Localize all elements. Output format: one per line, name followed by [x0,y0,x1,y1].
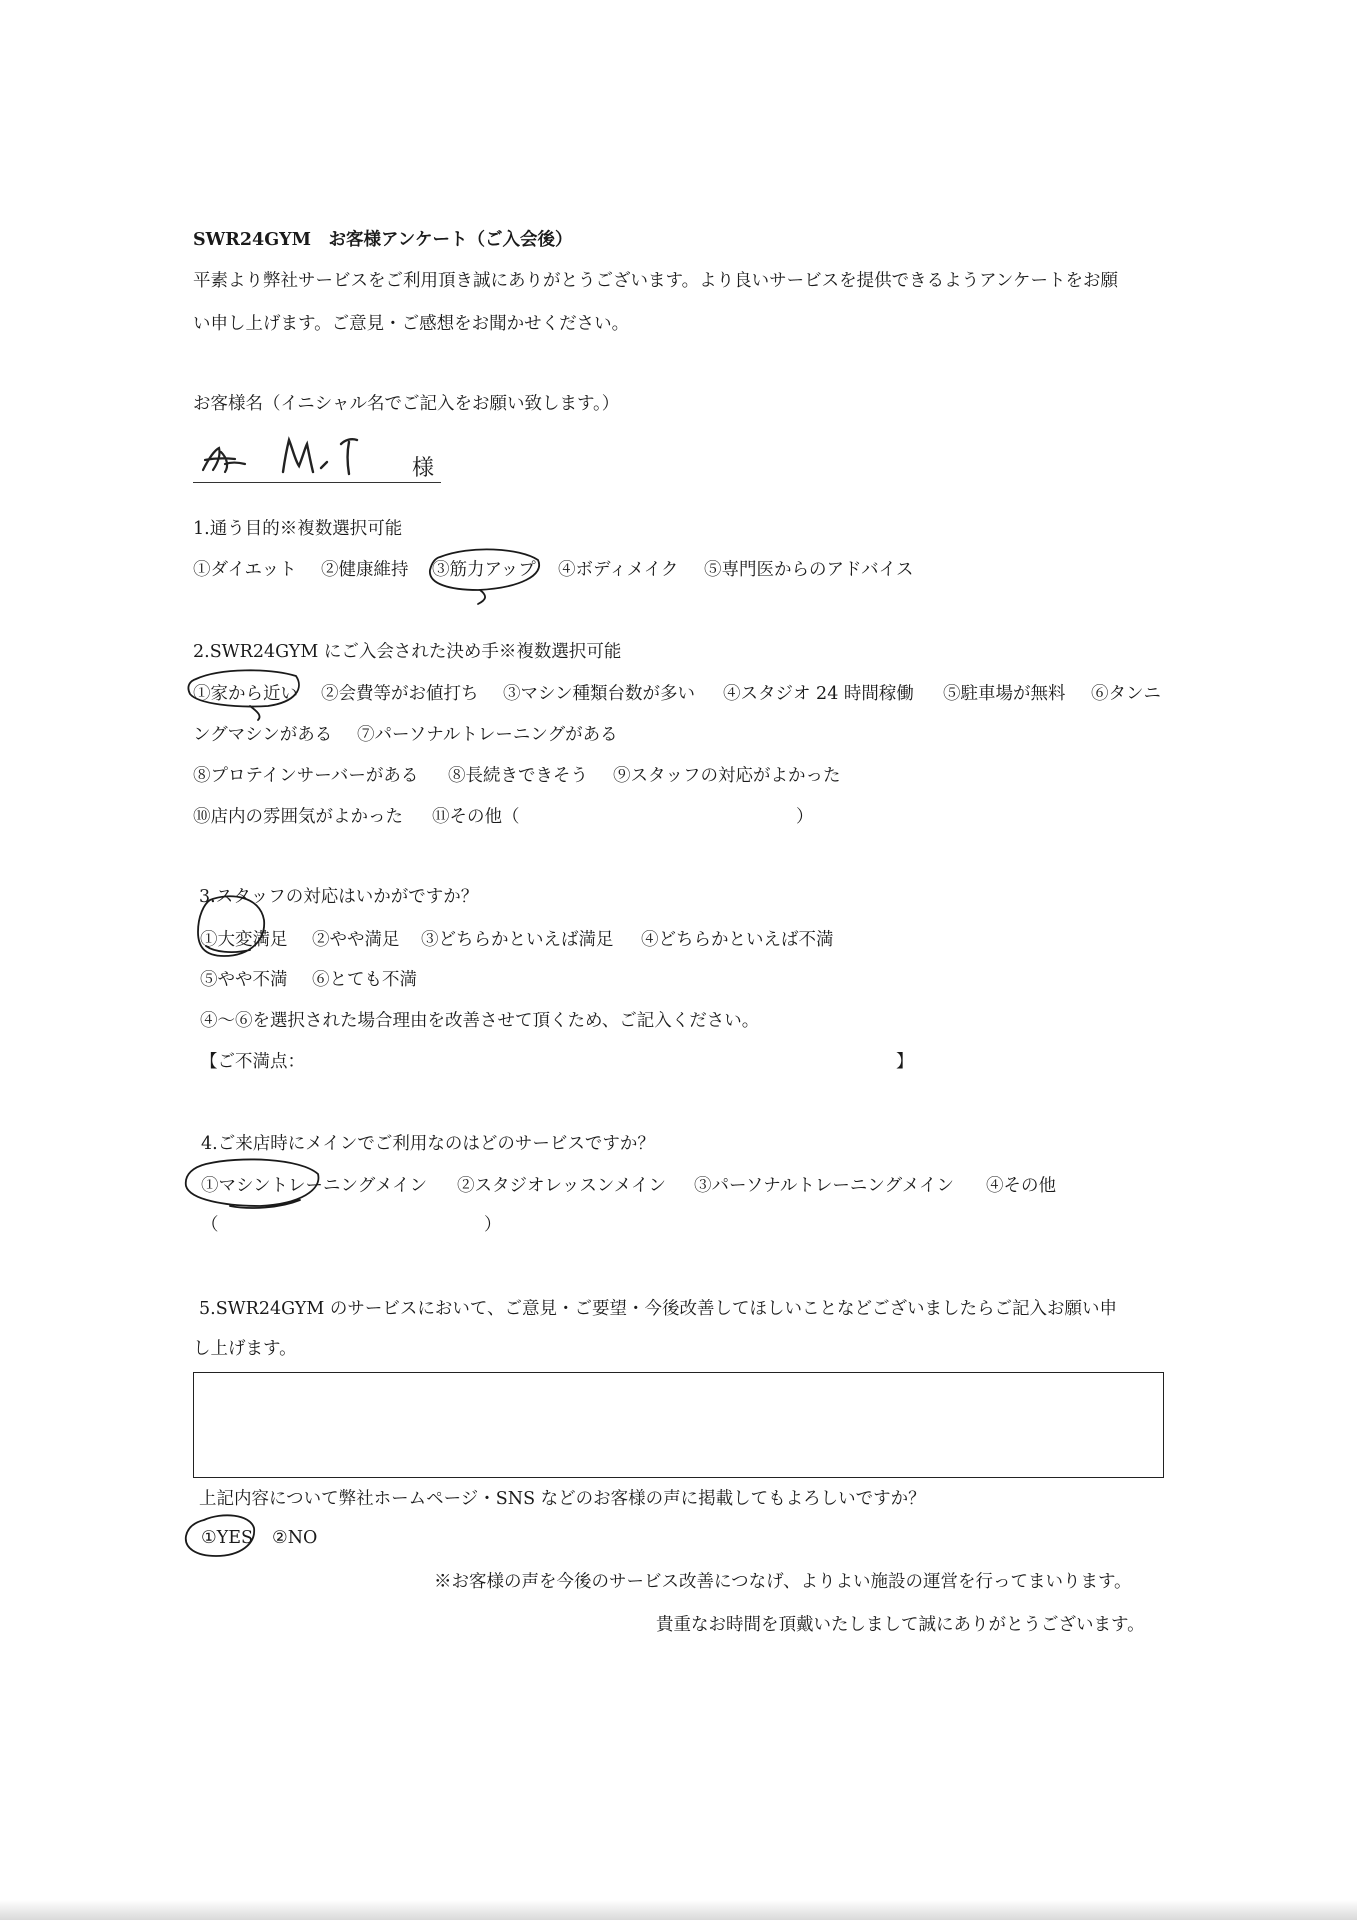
customer-honorific: 様 [412,456,435,481]
q4-other-close: ） [484,1215,502,1235]
q3-complaint-close: 】 [896,1052,914,1072]
q3-note: ④～⑥を選択された場合理由を改善させて頂くため、ご記入ください。 [200,1011,760,1031]
q2-option-11-close: ） [796,807,814,827]
q4-option-4[interactable]: ④その他 [986,1176,1056,1196]
q2-option-11[interactable]: ⑪その他（ [432,807,520,827]
q5-answer-box[interactable] [193,1372,1164,1478]
q1-option-4[interactable]: ④ボディメイク [558,560,679,580]
q4-option-1[interactable]: ①マシントレーニングメイン [201,1176,428,1196]
q2-option-1[interactable]: ①家から近い [193,684,298,704]
footer-note: ※お客様の声を今後のサービス改善につなげ、よりよい施設の運営を行ってまいります。 [434,1572,1132,1592]
consent-option-no[interactable]: ②NO [272,1528,318,1548]
footer-thanks: 貴重なお時間を頂戴いたしまして誠にありがとうございます。 [656,1615,1145,1635]
q2-option-6-part-2[interactable]: ングマシンがある [193,725,333,745]
q4-other-field[interactable] [222,1210,480,1240]
q2-option-10[interactable]: ⑩店内の雰囲気がよかった [193,807,403,827]
scan-bottom-edge [0,1900,1357,1920]
consent-question: 上記内容について弊社ホームページ・SNS などのお客様の声に掲載してもよろしいですか？ [199,1489,926,1509]
customer-name-label: お客様名（イニシャル名でご記入をお願い致します。） [193,394,620,414]
q4-other-open: （ [201,1215,219,1235]
q1-title: 1.通う目的※複数選択可能 [193,519,403,539]
q2-title: 2.SWR24GYM にご入会された決め手※複数選択可能 [193,642,622,662]
q1-option-3[interactable]: ③筋力アップ [432,560,536,580]
q1-option-1[interactable]: ①ダイエット [193,560,297,580]
q2-option-4[interactable]: ④スタジオ 24 時間稼働 [723,684,914,704]
q3-title: 3.スタッフの対応はいかがですか？ [199,887,479,907]
q2-option-7[interactable]: ⑦パーソナルトレーニングがある [357,725,618,745]
q4-option-2[interactable]: ②スタジオレッスンメイン [457,1176,666,1196]
q3-option-1[interactable]: ①大変満足 [200,930,288,950]
q1-option-5[interactable]: ⑤専門医からのアドバイス [704,560,914,580]
intro-line-1: 平素より弊社サービスをご利用頂き誠にありがとうございます。より良いサービスを提供できるようアンケートをお願 [193,271,1119,291]
q2-option-2[interactable]: ②会費等がお値打ち [321,684,479,704]
customer-signature [195,428,425,482]
q2-option-3[interactable]: ③マシン種類台数が多い [503,684,696,704]
q2-option-8b[interactable]: ⑧長続きできそう [448,766,588,786]
q3-option-4[interactable]: ④どちらかといえば不満 [641,930,834,950]
q3-option-3[interactable]: ③どちらかといえば満足 [421,930,614,950]
q3-option-6[interactable]: ⑥とても不満 [312,970,417,990]
q2-option-6-part-1[interactable]: ⑥タンニ [1091,684,1161,704]
q3-complaint-label: 【ご不満点： [200,1052,305,1072]
q3-option-5[interactable]: ⑤やや不満 [200,970,288,990]
consent-option-yes[interactable]: ①YES [201,1528,254,1548]
q2-option-8[interactable]: ⑧プロテインサーバーがある [193,766,419,786]
customer-name-underline [193,482,441,483]
q3-option-2[interactable]: ②やや満足 [312,930,400,950]
q5-title-line-2: し上げます。 [193,1339,297,1359]
q4-option-3[interactable]: ③パーソナルトレーニングメイン [694,1176,955,1196]
q4-title: 4.ご来店時にメインでご利用なのはどのサービスですか？ [201,1134,655,1154]
survey-title: SWR24GYM お客様アンケート（ご入会後） [193,230,573,250]
q2-option-5[interactable]: ⑤駐車場が無料 [943,684,1066,704]
q3-complaint-field[interactable] [308,1046,888,1076]
intro-line-2: い申し上げます。ご意見・ご感想をお聞かせください。 [193,314,630,334]
q5-title-line-1: 5.SWR24GYM のサービスにおいて、ご意見・ご要望・今後改善してほしいことなどございましたらご記入お願い申 [199,1299,1117,1319]
q2-option-9[interactable]: ⑨スタッフの対応がよかった [613,766,841,786]
q1-option-2[interactable]: ②健康維持 [321,560,409,580]
